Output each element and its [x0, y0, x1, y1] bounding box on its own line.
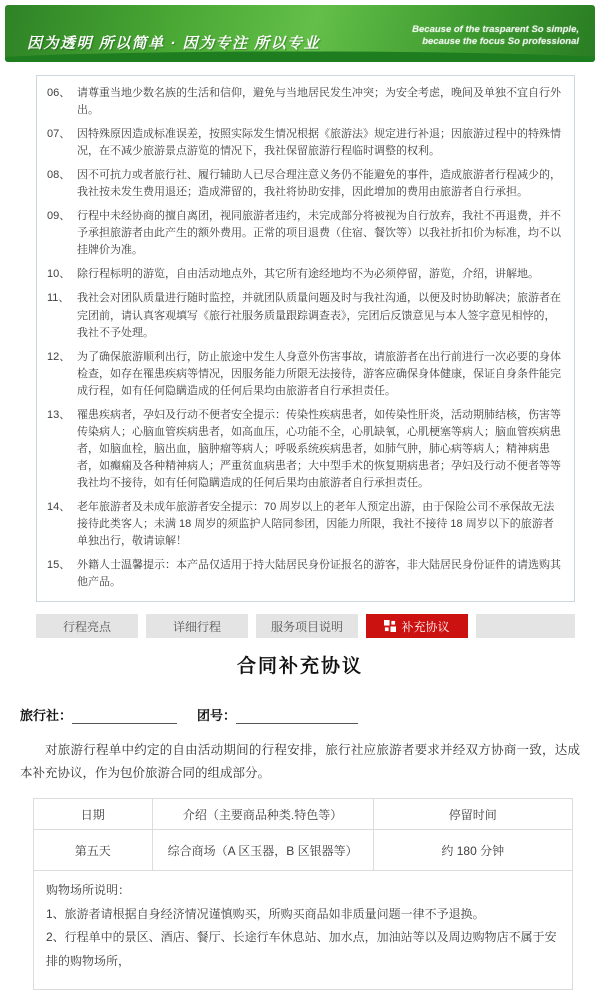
note-item-2: 2、行程单中的景区、酒店、餐厅、长途行车休息站、加水点，加油站等以及周边购物店不属于安排的购物场所， — [46, 930, 557, 968]
term-text: 我社会对团队质量进行随时监控，并就团队质量问题及时与我社沟通，以便及时协助解决；旅游者在完团前，请认真客观填写《旅行社服务质量跟踪调查表》，完团后反馈意见与本人签字意见相悖的，我社不予处理。 — [77, 292, 561, 339]
term-text: 因特殊原因造成标准误差，按照实际发生情况根据《旅游法》规定进行补退；因旅游过程中的特殊情况，在不减少旅游景点游览的情况下，我社保留旅游行程临时调整的权利。 — [77, 128, 561, 158]
term-text: 为了确保旅游顺利出行，防止旅途中发生人身意外伤害事故，请旅游者在出行前进行一次必要的身体检查，如存在罹患疾病等情况，因服务能力所限无法接待，游客应确保身体健康，保证自身条件能完成行程，如有任何隐瞒造成的任何后果均由旅游者自行承担责任。 — [77, 350, 561, 397]
term-item-09 — [47, 208, 564, 259]
table-header-row — [34, 799, 573, 830]
term-number: 06、 — [47, 87, 71, 99]
cell-introduction: 综合商场（A 区玉器，B 区银器等） — [152, 830, 373, 871]
term-text: 行程中未经协商的擅自离团，视同旅游者违约，未完成部分将被视为自行放弃，我社不再退费，并不予承担旅游者由此产生的额外费用。正常的项目退费（住宿、餐饮等）以我社折扣价为标准，均不以挂牌价为准。 — [77, 210, 561, 257]
term-text: 罹患疾病者，孕妇及行动不便者安全提示：传染性疾病患者，如传染性肝炎，活动期肺结核，伤害等传染病人；心脑血管疾病患者，如高血压，心功能不全，心肌缺氧，心肌梗塞等病人；脑血管疾病患者，如脑血栓，脑出血，脑肿瘤等病人；呼吸系统疾病患者，如肺气肿，肺心病等病人；精神病患者，如癫痫及各种精神病人；严重贫血病患者；大中型手术的恢复期病患者；孕妇及行动不便者等等我社均不接待，如有任何隐瞒造成的任何后果均由旅游者自行承担责任。 — [77, 408, 561, 489]
term-number: 09、 — [47, 210, 71, 223]
term-number: 07、 — [47, 128, 71, 141]
notes-title: 购物场所说明： — [46, 883, 131, 898]
table-notes-row — [34, 871, 573, 990]
term-number: 13、 — [47, 408, 71, 421]
header-date: 日期 — [34, 799, 153, 830]
tab-label: 补充协议 — [401, 619, 450, 634]
header-introduction: 介绍（主要商品种类.特色等） — [152, 799, 373, 830]
cell-date: 第五天 — [34, 830, 153, 871]
tab-detailed-itinerary[interactable] — [146, 614, 248, 638]
term-item-13 — [47, 407, 564, 492]
table-row — [34, 830, 573, 871]
term-text: 外籍人士温馨提示：本产品仅适用于持大陆居民身份证报名的游客，非大陆居民身份证件的请选购其他产品。 — [77, 559, 561, 589]
cell-stay-duration: 约 180 分钟 — [373, 830, 572, 871]
term-item-08 — [47, 167, 564, 201]
tab-label: 行程亮点 — [62, 619, 111, 634]
header-banner — [5, 5, 595, 62]
agency-blank-line — [72, 710, 177, 724]
term-text: 老年旅游者及未成年旅游者安全提示：70 周岁以上的老年人预定出游，由于保险公司不承保故无法接待此类客人；未满 18 周岁的须监护人陪同参团，因能力所限，我社不接待 18 周岁以下的旅游者单独出行，敬请谅解！ — [77, 500, 555, 548]
group-label: 团号： — [197, 708, 237, 724]
section-tab-bar — [36, 614, 575, 638]
term-text: 请尊重当地少数名族的生活和信仰，避免与当地居民发生冲突；为安全考虑，晚间及单独不宜自行外出。 — [77, 87, 561, 117]
term-item-14 — [47, 499, 564, 550]
term-item-10 — [47, 266, 564, 283]
shopping-notes-cell — [34, 871, 573, 990]
agreement-page-title: 合同补充协议 — [236, 656, 363, 678]
banner-slogan-cn: 因为透明 所以简单 · 因为专注 所以专业 — [27, 35, 321, 52]
tab-supplementary-agreement[interactable] — [366, 614, 468, 638]
term-item-07 — [47, 126, 564, 160]
term-text: 因不可抗力或者旅行社、履行辅助人已尽合理注意义务仍不能避免的事件，造成旅游者行程减少的，我社按未发生费用退还；造成滞留的，我社将协助安排，因此增加的费用由旅游者自行承担。 — [77, 169, 561, 199]
tab-service-items[interactable] — [256, 614, 358, 638]
terms-and-conditions-box — [36, 75, 575, 602]
term-number: 10、 — [47, 268, 71, 281]
term-text: 除行程标明的游览，自由活动地点外，其它所有途经地均不为必须停留，游览，介绍，讲解地。 — [77, 268, 539, 281]
note-item-1: 1、旅游者请根据自身经济情况谨慎购买，所购买商品如非质量问题一律不予退换。 — [46, 906, 485, 921]
banner-slogan-en-line1: Because of the trasparent So simple, — [412, 24, 579, 35]
banner-slogan-en — [412, 24, 579, 49]
term-number: 08、 — [47, 169, 71, 182]
tab-itinerary-highlights[interactable] — [36, 614, 138, 638]
shopping-arrangement-table — [33, 798, 573, 990]
term-number: 12、 — [47, 350, 71, 363]
term-number: 15、 — [47, 559, 71, 572]
grid-squares-icon — [384, 620, 396, 632]
tab-bar-filler — [476, 614, 575, 638]
tab-label: 服务项目说明 — [270, 619, 343, 634]
term-item-12 — [47, 349, 564, 400]
banner-slogan-en-line2: because the focus So professional — [422, 36, 579, 48]
term-number: 14、 — [47, 500, 71, 513]
term-item-06 — [47, 85, 564, 119]
agency-label: 旅行社： — [20, 708, 73, 724]
tab-label: 详细行程 — [172, 619, 221, 634]
term-item-15 — [47, 557, 564, 591]
term-number: 11、 — [47, 292, 70, 305]
term-item-11 — [47, 290, 564, 341]
header-stay-duration: 停留时间 — [373, 799, 572, 830]
agreement-intro-paragraph: 对旅游行程单中约定的自由活动期间的行程安排，旅行社应旅游者要求并经双方协商一致，达成本补充协议，作为包价旅游合同的组成部分。 — [20, 743, 580, 781]
agency-and-group-line — [20, 705, 580, 724]
group-blank-line — [236, 710, 358, 724]
